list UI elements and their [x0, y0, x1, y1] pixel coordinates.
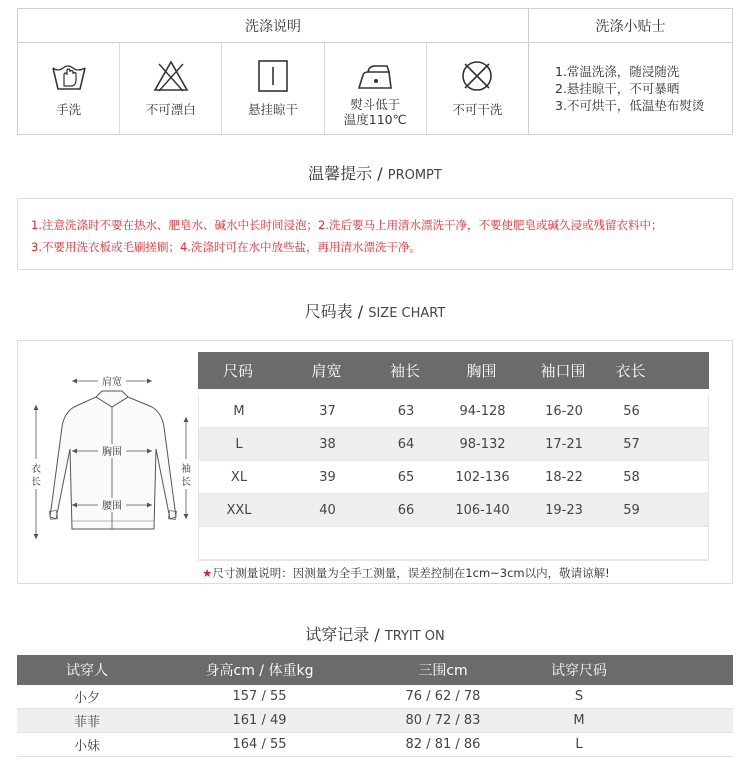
size-cell: M	[233, 403, 245, 419]
no-bleach-icon	[151, 58, 191, 94]
size-cell: 40	[319, 502, 336, 518]
size-cell: 56	[623, 403, 640, 419]
size-cell: 37	[319, 403, 336, 419]
prompt-line: 3.不要用洗衣板或毛刷搓刷；4.洗涤时可在水中放些盐，再用清水漂洗干净。	[31, 240, 421, 254]
size-cell: 59	[623, 502, 640, 518]
diagram-label-chest: 胸围	[102, 447, 122, 458]
care-label-iron-line2: 温度110℃	[343, 112, 407, 127]
diagram-label-shoulder: 肩宽	[102, 377, 122, 388]
care-tip: 3.不可烘干，低温垫布熨烫	[555, 98, 705, 113]
try-header-cell: 试穿人	[66, 663, 108, 679]
table-row	[17, 733, 733, 757]
size-cell: 19-23	[545, 502, 583, 518]
size-measurement-note	[202, 565, 610, 581]
care-title: 洗涤说明	[18, 9, 528, 43]
diagram-label-length-2: 长	[31, 477, 41, 488]
iron-icon	[355, 58, 395, 94]
care-label-hang-dry: 悬挂晾干	[248, 102, 299, 117]
try-cell: 小妹	[73, 739, 100, 754]
size-chart-section-title	[0, 299, 750, 322]
size-cell: XXL	[226, 502, 252, 518]
care-item-iron	[325, 43, 427, 134]
table-row	[199, 395, 708, 428]
size-table-body	[198, 395, 709, 561]
diagram-label-sleeve-2: 长	[181, 477, 191, 488]
prompt-section-title	[0, 161, 750, 184]
size-cell: 38	[319, 436, 336, 452]
care-label-no-bleach: 不可漂白	[145, 102, 196, 117]
size-header-cell: 衣长	[615, 362, 646, 380]
hand-wash-icon	[49, 58, 89, 94]
try-on-section-title	[0, 622, 750, 645]
care-item-hand-wash	[18, 43, 120, 134]
prompt-title-en: PROMPT	[387, 168, 442, 183]
table-row	[17, 685, 733, 709]
size-cell: 65	[397, 469, 415, 485]
size-chart-title-en: SIZE CHART	[368, 306, 446, 321]
care-item-no-bleach	[120, 43, 222, 134]
try-header-cell: 三围cm	[418, 663, 468, 679]
size-cell: 64	[397, 436, 415, 452]
size-cell: 58	[623, 469, 640, 485]
size-header-cell: 袖口围	[540, 362, 586, 380]
care-tip: 1.常温洗涤，随浸随洗	[555, 64, 680, 79]
diagram-label-waist: 腰围	[102, 501, 122, 512]
care-tips-title: 洗涤小贴士	[529, 9, 732, 43]
size-chart-box	[17, 340, 733, 584]
size-cell: 63	[397, 403, 415, 419]
size-cell: 17-21	[545, 436, 583, 452]
try-on-title-en: TRYIT ON	[384, 629, 445, 644]
size-cell: XL	[230, 469, 248, 485]
try-header-cell: 试穿尺码	[551, 663, 607, 679]
try-cell: 164 / 55	[232, 737, 287, 752]
try-cell: 161 / 49	[232, 713, 287, 728]
try-on-table	[17, 655, 733, 757]
care-icons-section	[18, 9, 529, 134]
size-header-cell: 胸围	[466, 362, 497, 380]
size-cell: 66	[397, 502, 415, 518]
size-note-text: 尺寸测量说明：因测量为全手工测量，误差控制在1cm~3cm以内，敬请谅解!	[212, 566, 610, 580]
no-dry-clean-icon	[457, 58, 497, 94]
try-cell: L	[575, 737, 583, 752]
size-header-cell: 尺码	[222, 362, 253, 380]
table-row	[17, 709, 733, 733]
table-row	[199, 461, 708, 494]
care-label-no-dry-clean: 不可干洗	[452, 102, 503, 117]
prompt-line: 1.注意洗涤时不要在热水、肥皂水、碱水中长时间浸泡；2.洗后要马上用清水漂洗干净，不要使肥皂或碱久浸或残留衣料中；	[31, 218, 663, 232]
try-cell: 菲菲	[73, 715, 100, 730]
try-cell: 小夕	[73, 691, 100, 706]
size-chart-title-cn: 尺码表 /	[304, 302, 369, 321]
garment-measurement-diagram	[24, 369, 194, 549]
try-cell: 157 / 55	[232, 689, 287, 704]
care-tips-list	[529, 43, 732, 134]
size-cell: 16-20	[545, 403, 583, 419]
prompt-box	[17, 198, 733, 270]
size-cell: 106-140	[455, 502, 510, 518]
size-cell: 98-132	[459, 436, 506, 452]
size-table	[198, 352, 709, 561]
care-tips-section	[529, 9, 732, 134]
care-tip: 2.悬挂晾干，不可暴晒	[555, 81, 680, 96]
prompt-title-cn: 温馨提示 /	[308, 164, 388, 183]
table-row	[199, 428, 708, 461]
hang-dry-icon	[253, 58, 293, 94]
care-instructions-table	[17, 8, 733, 135]
size-table-header	[198, 352, 709, 389]
table-row-empty	[199, 527, 708, 560]
care-label-iron	[344, 97, 407, 127]
diagram-label-length-1: 衣	[31, 464, 41, 475]
size-header-cell: 袖长	[389, 362, 420, 380]
care-item-hang-dry	[222, 43, 324, 134]
size-cell: 94-128	[459, 403, 506, 419]
care-icons-row	[18, 43, 528, 134]
care-label-hand-wash: 手洗	[56, 102, 82, 117]
size-cell: 18-22	[545, 469, 583, 485]
try-header-cell: 身高cm / 体重kg	[205, 663, 314, 679]
size-header-cell: 肩宽	[311, 362, 342, 380]
care-label-iron-line1: 熨斗低于	[350, 97, 401, 112]
try-cell: 80 / 72 / 83	[405, 713, 481, 728]
star-icon: ★	[202, 566, 213, 580]
try-cell: 82 / 81 / 86	[405, 737, 481, 752]
care-item-no-dry-clean	[427, 43, 528, 134]
try-cell: S	[574, 689, 584, 704]
try-on-table-header	[17, 655, 733, 685]
try-on-title-cn: 试穿记录 /	[305, 625, 385, 644]
size-cell: 39	[319, 469, 336, 485]
size-cell: 57	[623, 436, 640, 452]
table-row	[199, 494, 708, 527]
try-cell: 76 / 62 / 78	[405, 689, 481, 704]
diagram-label-sleeve-1: 袖	[181, 464, 191, 475]
try-cell: M	[573, 713, 585, 728]
size-cell: L	[235, 436, 243, 452]
size-cell: 102-136	[455, 469, 510, 485]
